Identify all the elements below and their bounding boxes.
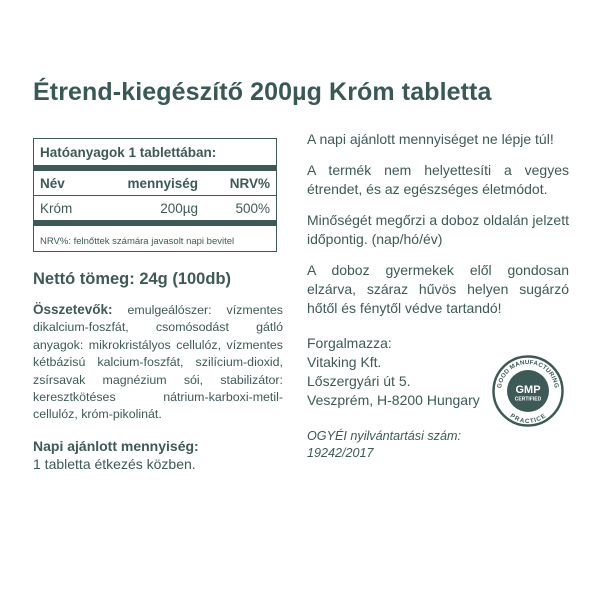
cell-amount: 200µg	[160, 201, 198, 216]
registration-number: OGYÉI nyilvántartási szám: 19242/2017	[307, 429, 461, 460]
seal-ring-top: GOOD MANUFACTURING	[496, 358, 560, 389]
storage-instructions: A doboz gyermekek elől gondosan elzárva, száraz hűvös helyen sugárzó hőtől és fénytől védve tartandó!	[307, 262, 569, 316]
ingredients	[33, 301, 283, 424]
warning-diet: A termék nem helyettesíti a vegyes étrendet, és az egészséges életmódot.	[307, 162, 569, 197]
nrv-footnote: NRV%: felnőttek számára javasolt napi bevitel	[40, 236, 235, 247]
left-column	[33, 138, 283, 472]
gmp-certified-seal-icon	[492, 355, 564, 427]
table-heading: Hatóanyagok 1 tablettában:	[40, 145, 217, 160]
cell-nrv: 500%	[235, 201, 270, 216]
daily-dose-label: Napi ajánlott mennyiség:	[33, 437, 199, 454]
best-before: Minőségét megőrzi a doboz oldalán jelzett időpontig. (nap/hó/év)	[307, 212, 569, 247]
cell-name: Króm	[40, 201, 73, 216]
ingredients-label: Összetevők:	[33, 302, 113, 317]
distributor: Forgalmazza: Vitaking Kft. Lőszergyári út 5. Veszprém, H-8200 Hungary	[307, 335, 480, 408]
warning-dose: A napi ajánlott mennyiséget ne lépje túl!	[307, 131, 554, 147]
daily-dose-text: 1 tabletta étkezés közben.	[33, 455, 196, 472]
header-name: Név	[40, 176, 65, 191]
header-nrv: NRV%	[229, 176, 270, 191]
seal-ring-bottom: PRACTICE	[508, 412, 548, 426]
seal-gmp: GMP	[515, 384, 541, 396]
active-ingredients-table	[33, 138, 277, 252]
seal-certified: CERTIFIED	[514, 396, 542, 403]
net-weight: Nettó tömeg: 24g (100db)	[33, 270, 232, 288]
header-amount: mennyiség	[127, 176, 198, 191]
ingredients-text: emulgeálószer: vízmentes dikalcium-foszfát, csomósodást gátló anyagok: mikrokristályos cellulóz, vízmentes kétbázisú kalcium-foszfát, szilícium-dioxid, zsírsavak magnézium sói, stabilizátor: keresztkötéses nátrium-karboxi-metil-cellulóz, króm-pikolinát.	[33, 303, 283, 422]
page-title: Étrend-kiegészítő 200µg Króm tabletta	[33, 78, 492, 106]
table-row	[34, 196, 276, 220]
table-header-row	[34, 171, 276, 195]
